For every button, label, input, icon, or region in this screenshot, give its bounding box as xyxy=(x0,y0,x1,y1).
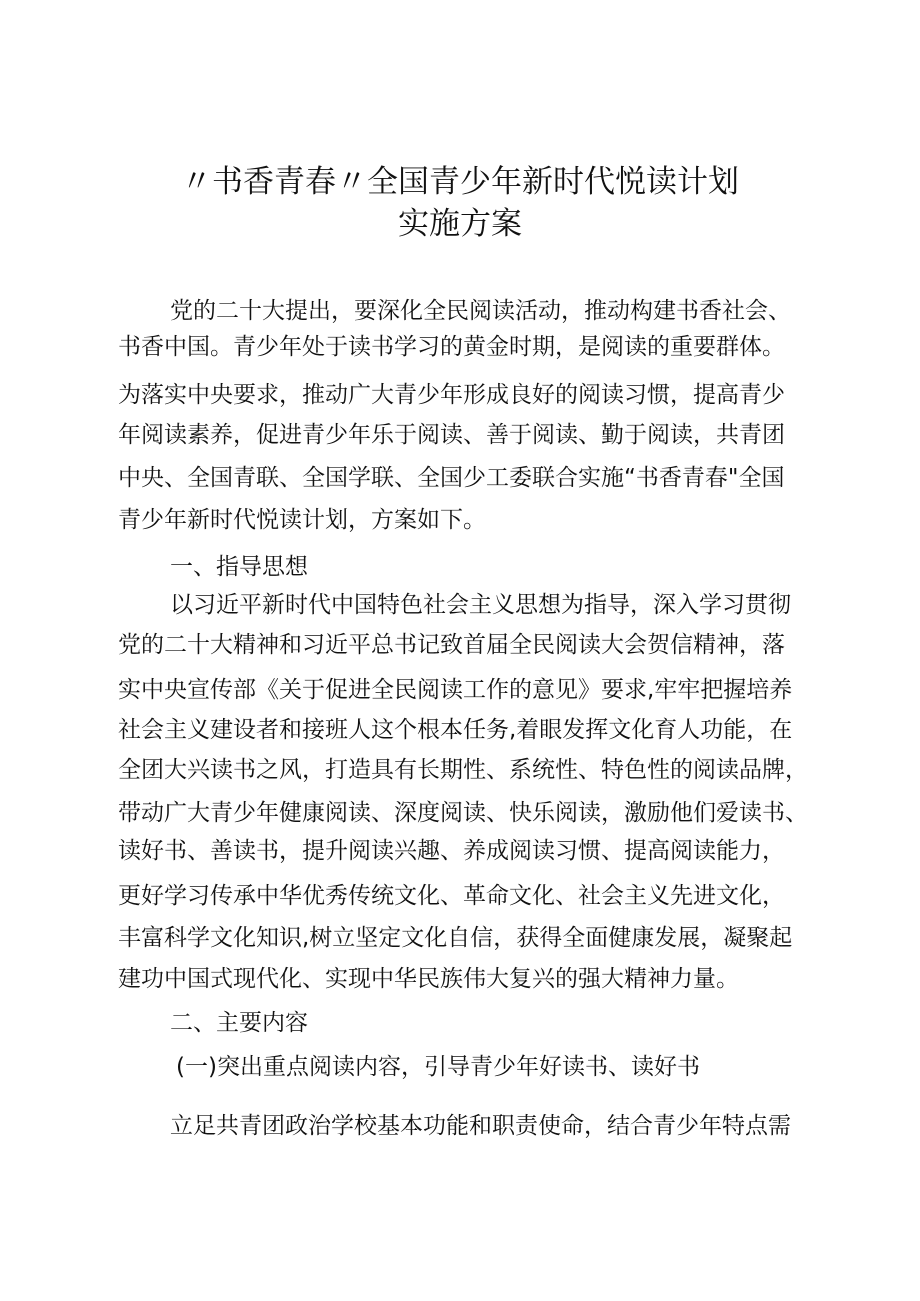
document-body xyxy=(118,290,808,1150)
section-heading-guiding-thought: 一、指导思想 xyxy=(170,554,308,580)
paragraph-2-line-4: 社会主义建设者和接班人这个根本任务,着眼发挥文化育人功能，在 xyxy=(118,717,793,743)
document-title-line-2: 实施方案 xyxy=(398,206,522,242)
paragraph-1-line-4: 年阅读素养，促进青少年乐于阅读、善于阅读、勤于阅读，共青团 xyxy=(118,422,785,448)
paragraph-2-line-3: 实中央宣传部《关于促进全民阅读工作的意见》要求,牢牢把握培养 xyxy=(118,677,793,703)
paragraph-2-line-8: 更好学习传承中华优秀传统文化、革命文化、社会主义先进文化， xyxy=(118,883,785,909)
paragraph-1-line-3: 为落实中央要求，推动广大青少年形成良好的阅读习惯，提高青少 xyxy=(118,382,785,408)
paragraph-1-line-1: 党的二十大提出，要深化全民阅读活动，推动构建书香社会、 xyxy=(170,298,791,324)
paragraph-1-line-5: 中央、全国青联、全国学联、全国少工委联合实施“书香青春"全国 xyxy=(118,465,785,491)
paragraph-1-line-6: 青少年新时代悦读计划，方案如下。 xyxy=(118,507,486,533)
paragraph-2-line-10: 建功中国式现代化、实现中华民族伟大复兴的强大精神力量。 xyxy=(118,966,739,992)
paragraph-2-line-6: 带动广大青少年健康阅读、深度阅读、快乐阅读，激励他们爱读书、 xyxy=(118,800,808,826)
paragraph-2-line-7: 读好书、善读书，提升阅读兴趣、养成阅读习惯、提高阅读能力， xyxy=(118,838,785,864)
section-heading-main-content: 二、主要内容 xyxy=(170,1010,308,1036)
paragraph-2-line-1: 以习近平新时代中国特色社会主义思想为指导，深入学习贯彻 xyxy=(170,592,791,618)
document-title-line-1: 〃书香青春〃全国青少年新时代悦读计划 xyxy=(181,164,739,200)
paragraph-2-line-5: 全团大兴读书之风，打造具有长期性、系统性、特色性的阅读品牌， xyxy=(118,757,808,783)
paragraph-2-line-9: 丰富科学文化知识,树立坚定文化自信，获得全面健康发展，凝聚起 xyxy=(118,925,793,951)
subsection-heading-1: (一)突出重点阅读内容，引导青少年好读书、读好书 xyxy=(176,1054,700,1080)
paragraph-2-line-2: 党的二十大精神和习近平总书记致首届全民阅读大会贺信精神，落 xyxy=(118,632,785,658)
paragraph-3-line-1: 立足共青团政治学校基本功能和职责使命，结合青少年特点需 xyxy=(170,1113,791,1139)
paragraph-1-line-2: 书香中国。青少年处于读书学习的黄金时期，是阅读的重要群体。 xyxy=(118,334,785,360)
